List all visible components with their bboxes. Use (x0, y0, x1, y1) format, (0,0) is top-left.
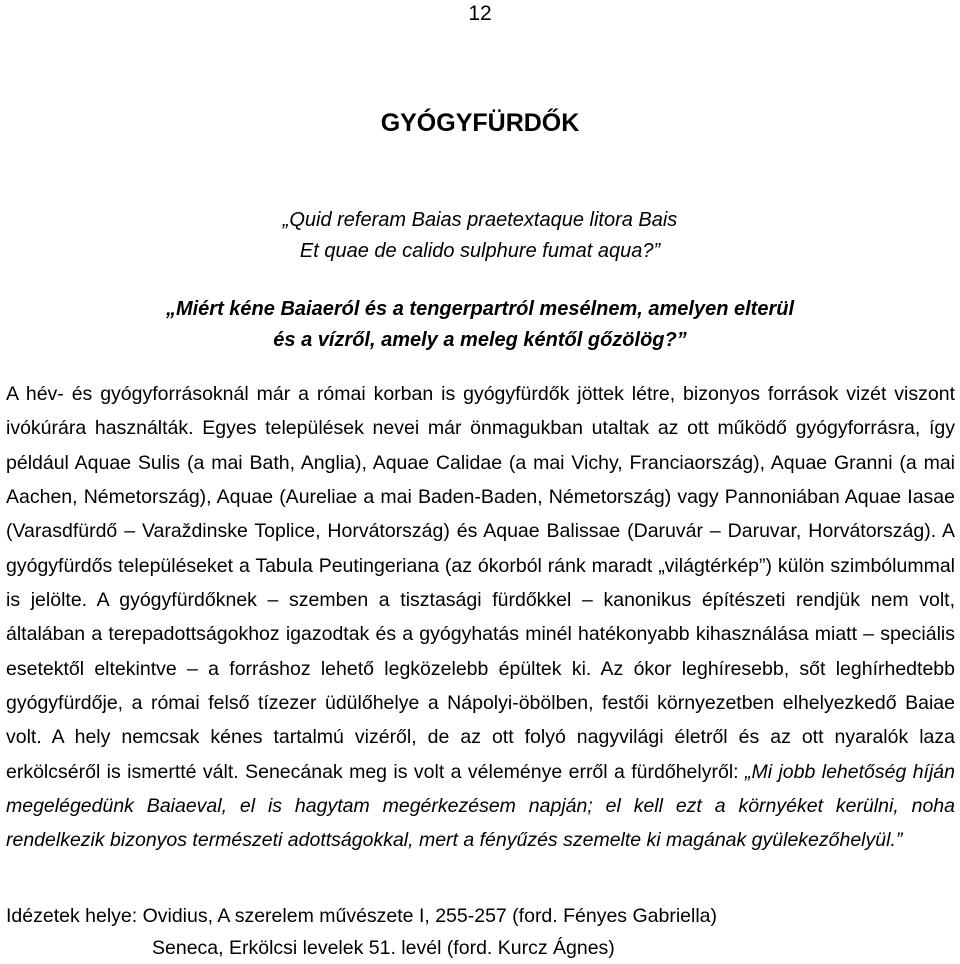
seneca-quote: „Mi jobb lehetőség híján megelégedünk Baiaeval, el is hagytam megérkezésem napján; el kell ezt a környéket kerülni, noha rendelkezik bizonyos természeti adottságokkal, mert a fényűzés szemelte ki magának gyülekezőhelyül.” (6, 760, 955, 852)
motto-hungarian-line: „Miért kéne Baiaeról és a tengerpartról mesélnem, amelyen elterül (165, 298, 795, 320)
sources (6, 900, 955, 964)
page-title: GYÓGYFÜRDŐK (380, 109, 580, 137)
motto-latin-line: „Quid referam Baias praetextaque litora Bais (282, 209, 678, 231)
page-number: 12 (468, 2, 492, 25)
body-text: A hév- és gyógyforrásoknál már a római korban is gyógyfürdők jöttek létre, bizonyos források vizét viszont ivókúrára használták. Egyes települések nevei már önmagukban utaltak az ott működő gyógyforrásra, így például Aquae Sulis (a mai Bath, Anglia), Aquae Calidae (a mai Vichy, Franciaország), Aquae Granni (a mai Aachen, Németország), Aquae (Aureliae a mai Baden-Baden, Németország) vagy Pannoniában Aquae Iasae (Varasdfürdő – Varaždinske Toplice, Horvátország) és Aquae Balissae (Daruvár – Daruvar, Horvátország). A gyógyfürdős településeket a Tabula Peutingeriana (az ókorból ránk maradt „világtérkép”) külön szimbólummal is jelölte. A gyógyfürdőknek – szemben a tisztasági fürdőkkel – kanonikus építészeti rendjük nem volt, általában a terepadottságokhoz igazodtak és a gyógyhatás minél hatékonyabb kihasználása miatt – speciális esetektől eltekintve – a forráshoz lehető legközelebb épültek ki. Az ókor leghíresebb, sőt leghírhedtebb gyógyfürdője, a római felső tízezer üdülőhelye a Nápolyi-öbölben, festői környezetben elhelyezkedő Baiae volt. A hely nemcsak kénes tartalmú vizéről, de az ott folyó nagyvilági életről és az ott nyaralók laza erkölcséről is ismertté vált. Senecának meg is volt a véleménye erről a fürdőhelyről: (6, 383, 955, 783)
motto-latin (0, 205, 960, 267)
motto-hungarian (0, 294, 960, 356)
motto-hungarian-line: és a vízről, amely a meleg kéntől gőzölög?” (273, 329, 687, 351)
motto-latin-line: Et quae de calido sulphure fumat aqua?” (299, 240, 661, 262)
source-line-ovidius: Idézetek helye: Ovidius, A szerelem művészete I, 255-257 (ford. Fényes Gabriella) (6, 905, 718, 927)
source-line-seneca: Seneca, Erkölcsi levelek 51. levél (ford. Kurcz Ágnes) (152, 937, 615, 959)
body-paragraph (6, 377, 955, 858)
